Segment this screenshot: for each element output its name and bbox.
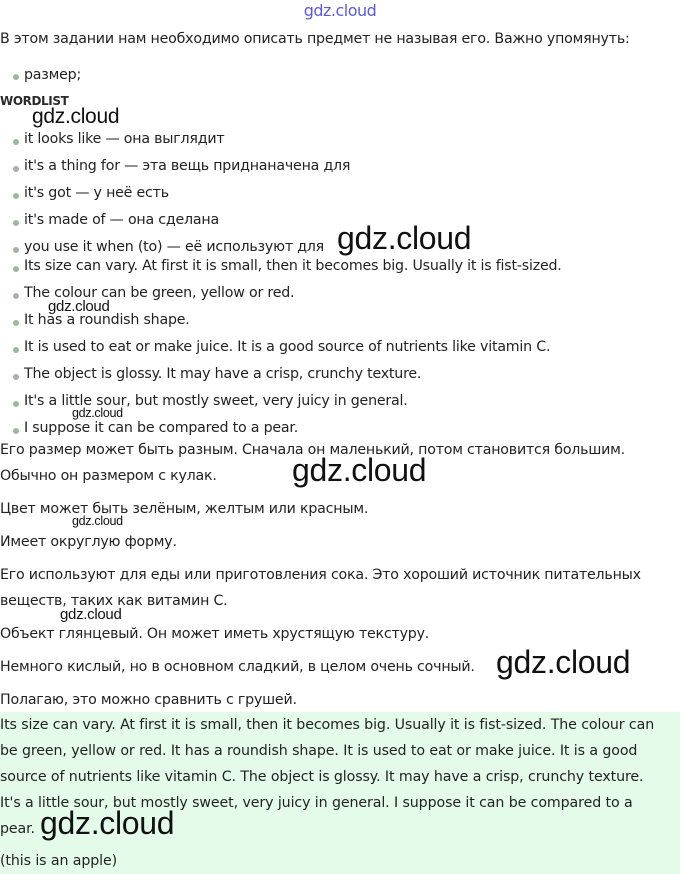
wordlist-item: it's a thing for — эта вещь приднаначена для — [24, 158, 351, 174]
summary-line: be green, yellow or red. It has a roundish shape. It is used to eat or make juice. It is a good — [0, 743, 638, 759]
translation-line: Цвет может быть зелёным, желтым или красным. — [0, 501, 369, 517]
bullet-dot — [13, 266, 19, 272]
translation-line: Имеет округлую форму. — [0, 534, 177, 550]
summary-note: (this is an apple) — [0, 853, 118, 869]
answer-item: The object is glossy. It may have a crisp, crunchy texture. — [24, 366, 422, 382]
bullet-dot — [13, 220, 19, 226]
watermark: gdz.cloud — [48, 298, 110, 315]
watermark: gdz.cloud — [337, 220, 472, 256]
translation-line: Его используют для еды или приготовления сока. Это хороший источник питательных — [0, 567, 641, 583]
bullet-dot — [13, 374, 19, 380]
watermark: gdz.cloud — [496, 644, 631, 680]
bullet-dot — [13, 428, 19, 434]
translation-line: Его размер может быть разным. Сначала он маленький, потом становится большим. — [0, 442, 625, 458]
watermark: gdz.cloud — [40, 805, 175, 841]
watermark: gdz.cloud — [72, 406, 123, 420]
answer-item: The colour can be green, yellow or red. — [24, 285, 295, 301]
watermark: gdz.cloud — [72, 514, 123, 528]
wordlist-item: it's made of — она сделана — [24, 212, 219, 228]
answer-item: It has a roundish shape. — [24, 312, 190, 328]
answer-item: It's a little sour, but mostly sweet, very juicy in general. — [24, 393, 408, 409]
wordlist-item: you use it when (to) — её используют для — [24, 239, 325, 255]
translation-line: Немного кислый, но в основном сладкий, в целом очень сочный. — [0, 659, 475, 675]
summary-line: Its size can vary. At first it is small, then it becomes big. Usually it is fist-sized. The colour can — [0, 717, 655, 733]
summary-line: It's a little sour, but mostly sweet, very juicy in general. I suppose it can be compared to a — [0, 795, 633, 811]
answer-item: Its size can vary. At first it is small, then it becomes big. Usually it is fist-sized. — [24, 258, 562, 274]
answer-item: It is used to eat or make juice. It is a good source of nutrients like vitamin C. — [24, 339, 551, 355]
bullet-dot — [13, 166, 19, 172]
bullet-dot — [13, 347, 19, 353]
intro-bullet-item: размер; — [24, 67, 82, 83]
watermark: gdz.cloud — [32, 105, 120, 128]
translation-line: Полагаю, это можно сравнить с грушей. — [0, 692, 297, 708]
bullet-dot — [13, 193, 19, 199]
bullet-dot — [13, 320, 19, 326]
summary-line: pear. — [0, 821, 35, 837]
summary-box — [0, 712, 680, 874]
wordlist-item: it looks like — она выглядит — [24, 131, 225, 147]
wordlist-title: WORDLIST — [0, 94, 69, 108]
watermark: gdz.cloud — [60, 606, 122, 623]
intro-text: В этом задании нам необходимо описать предмет не называя его. Важно упомянуть: — [0, 31, 630, 47]
translation-line: Объект глянцевый. Он может иметь хрустящую текстуру. — [0, 626, 430, 642]
header-brand-link[interactable]: gdz.cloud — [303, 1, 377, 20]
bullet-dot — [13, 139, 19, 145]
translation-line: Обычно он размером с кулак. — [0, 468, 217, 484]
bullet-dot — [13, 74, 19, 80]
wordlist-item: it's got — у неё есть — [24, 185, 169, 201]
answer-item: I suppose it can be compared to a pear. — [24, 420, 299, 436]
bullet-dot — [13, 293, 19, 299]
bullet-dot — [13, 401, 19, 407]
summary-line: source of nutrients like vitamin C. The object is glossy. It may have a crisp, crunchy texture. — [0, 769, 644, 785]
watermark: gdz.cloud — [292, 452, 427, 488]
translation-line: веществ, таких как витамин C. — [0, 593, 228, 609]
bullet-dot — [13, 247, 19, 253]
